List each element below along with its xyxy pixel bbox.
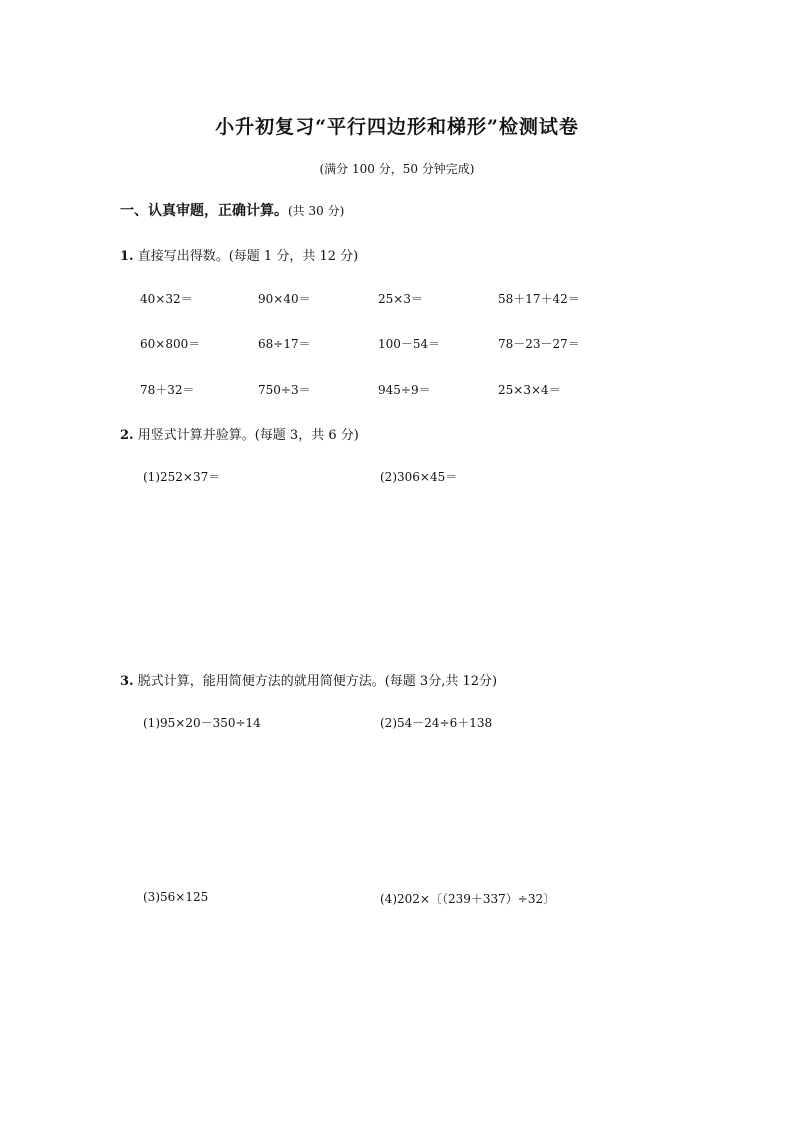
q1-item-12: 25×3×4＝ [498, 383, 561, 397]
exam-title: 小升初复习“平行四边形和梯形”检测试卷 [215, 116, 579, 138]
question-3-text: 脱式计算，能用简便方法的就用简便方法。(每题 3分,共 12分) [137, 674, 498, 689]
q3-item-3: (3)56×125 [143, 890, 209, 904]
q3-item-4: (4)202×〔（239＋337）÷32〕 [380, 892, 556, 906]
q2-item-2: (2)306×45＝ [380, 470, 458, 484]
question-2-text: 用竖式计算并验算。(每题 3，共 6 分) [137, 428, 359, 443]
q1-item-3: 25×3＝ [378, 292, 423, 306]
question-3-number: 3. [120, 674, 134, 689]
q3-item-2: (2)54－24÷6＋138 [380, 716, 493, 730]
q1-item-7: 100－54＝ [378, 337, 441, 351]
q1-item-10: 750÷3＝ [258, 383, 311, 397]
q1-item-2: 90×40＝ [258, 292, 311, 306]
q1-item-4: 58＋17＋42＝ [498, 292, 580, 306]
question-1-text: 直接写出得数。(每题 1 分，共 12 分) [137, 249, 359, 264]
exam-subtitle: (满分 100 分，50 分钟完成) [319, 162, 475, 176]
section-1-note: (共 30 分) [288, 204, 345, 218]
question-2-heading [120, 424, 359, 443]
question-1-number: 1. [120, 249, 134, 264]
section-1-heading [120, 200, 344, 220]
q3-item-1: (1)95×20－350÷14 [143, 716, 261, 730]
q1-item-9: 78＋32＝ [140, 383, 195, 397]
q2-item-1: (1)252×37＝ [143, 470, 221, 484]
question-2-number: 2. [120, 428, 134, 443]
q1-item-8: 78－23－27＝ [498, 337, 580, 351]
q1-item-5: 60×800＝ [140, 337, 201, 351]
section-1-label: 一、认真审题，正确计算。 [120, 203, 288, 219]
q1-item-11: 945÷9＝ [378, 383, 431, 397]
question-1-heading [120, 245, 358, 264]
q1-item-1: 40×32＝ [140, 292, 193, 306]
q1-item-6: 68÷17＝ [258, 337, 311, 351]
question-3-heading [120, 670, 497, 689]
